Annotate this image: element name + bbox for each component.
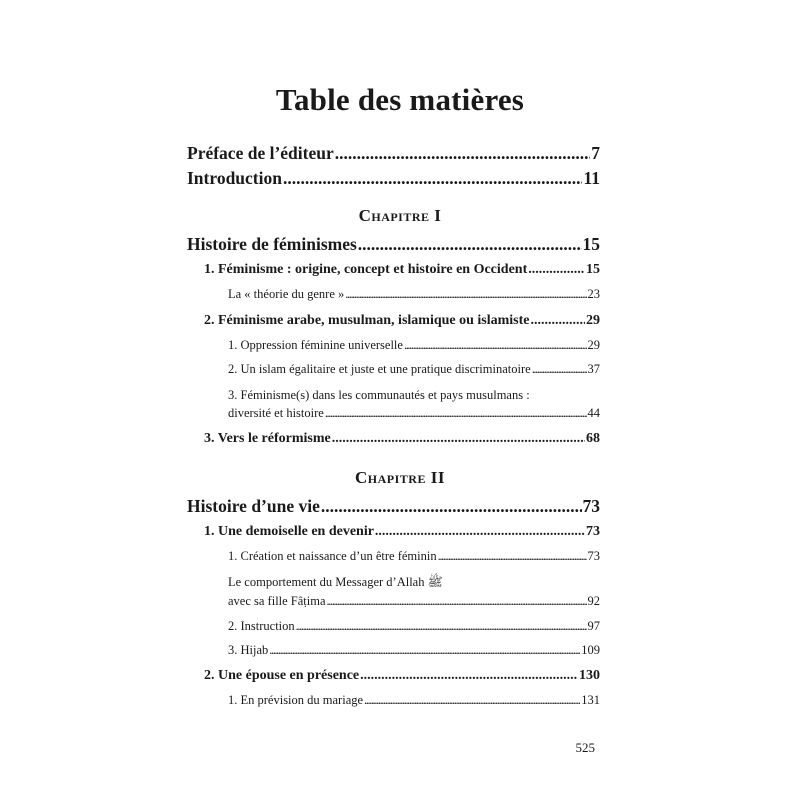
page-title: Table des matières xyxy=(275,82,525,117)
toc-entry-page: 131 xyxy=(581,693,600,707)
toc-entry-hijab[interactable] xyxy=(228,643,600,658)
dot-leader xyxy=(531,313,585,329)
toc-entry-comportement[interactable] xyxy=(228,594,600,609)
dot-leader xyxy=(325,406,587,421)
toc-entry-comportement-line1: Le comportement du Messager d’Allah ﷺ xyxy=(228,575,443,589)
toc-entry-page: 73 xyxy=(586,524,600,539)
toc-entry-page: 130 xyxy=(579,668,600,683)
toc-entry-oppression[interactable] xyxy=(228,338,600,353)
toc-entry-title: Histoire de féminismes xyxy=(187,234,357,254)
toc-entry-title: avec sa fille Fâṭima xyxy=(228,594,326,608)
toc-entry-page: 97 xyxy=(587,619,600,633)
toc-entry-page: 109 xyxy=(581,643,600,657)
toc-entry-page: 73 xyxy=(582,496,600,516)
toc-entry-page: 23 xyxy=(587,287,600,301)
dot-leader xyxy=(335,143,591,164)
toc-entry-title: 2. Un islam égalitaire et juste et une pratique discriminatoire xyxy=(228,362,531,376)
dot-leader xyxy=(327,594,587,609)
toc-entry-title: 2. Féminisme arabe, musulman, islamique ou islamiste xyxy=(204,313,530,328)
dot-leader xyxy=(296,619,587,634)
toc-entry-page: 37 xyxy=(587,362,600,376)
toc-entry-title: 1. Oppression féminine universelle xyxy=(228,338,403,352)
dot-leader xyxy=(345,287,586,302)
dot-leader xyxy=(404,338,587,353)
dot-leader xyxy=(358,234,582,255)
toc-entry-page: 68 xyxy=(586,431,600,446)
toc-entry-page: 7 xyxy=(591,143,600,163)
dot-leader xyxy=(269,643,580,658)
chapter-heading-1: Chapitre I xyxy=(358,206,442,225)
toc-entry-epouse[interactable] xyxy=(204,668,600,684)
toc-entry-histoire-feminismes[interactable] xyxy=(187,234,600,255)
toc-entry-title: 1. Une demoiselle en devenir xyxy=(204,524,374,539)
dot-leader xyxy=(528,262,585,278)
toc-entry-introduction[interactable] xyxy=(187,168,600,189)
toc-entry-page: 15 xyxy=(586,262,600,277)
toc-entry-feminismes-communautes-line1: 3. Féminisme(s) dans les communautés et pays musulmans : xyxy=(228,388,530,402)
toc-entry-title: 3. Vers le réformisme xyxy=(204,431,331,446)
toc-entry-page: 92 xyxy=(587,594,600,608)
toc-entry-title: diversité et histoire xyxy=(228,406,324,420)
toc-entry-page: 11 xyxy=(583,168,600,188)
toc-entry-theorie-genre[interactable] xyxy=(228,287,600,302)
dot-leader xyxy=(283,168,582,189)
chapter-heading-2: Chapitre II xyxy=(355,468,445,487)
toc-entry-title: La « théorie du genre » xyxy=(228,287,345,301)
toc-entry-feminismes-communautes[interactable] xyxy=(228,406,600,421)
toc-entry-creation-naissance[interactable] xyxy=(228,549,600,564)
dot-leader xyxy=(532,362,587,377)
toc-entry-title: 1. Création et naissance d’un être féminin xyxy=(228,549,437,563)
toc-entry-page: 44 xyxy=(587,406,600,420)
toc-entry-feminisme-arabe[interactable] xyxy=(204,313,600,329)
dot-leader xyxy=(321,496,582,517)
toc-entry-preface[interactable] xyxy=(187,143,600,164)
toc-entry-title: 2. Instruction xyxy=(228,619,295,633)
toc-entry-prevision-mariage[interactable] xyxy=(228,693,600,708)
toc-entry-title: 2. Une épouse en présence xyxy=(204,668,360,683)
toc-entry-page: 29 xyxy=(586,313,600,328)
toc-entry-title: Histoire d’une vie xyxy=(187,496,320,516)
toc-entry-page: 15 xyxy=(582,234,600,254)
toc-entry-demoiselle[interactable] xyxy=(204,524,600,540)
toc-entry-reformisme[interactable] xyxy=(204,431,600,447)
toc-entry-title: Introduction xyxy=(187,168,282,188)
toc-entry-islam-egalitaire[interactable] xyxy=(228,362,600,377)
toc-entry-page: 29 xyxy=(587,338,600,352)
dot-leader xyxy=(360,668,578,684)
dot-leader xyxy=(364,693,580,708)
page-number: 525 xyxy=(575,740,595,755)
toc-entry-title: 3. Hijab xyxy=(228,643,269,657)
dot-leader xyxy=(438,549,587,564)
toc-entry-title: 1. Féminisme : origine, concept et histoire en Occident xyxy=(204,262,528,277)
toc-entry-feminisme-origine[interactable] xyxy=(204,262,600,278)
toc-entry-histoire-vie[interactable] xyxy=(187,496,600,517)
toc-entry-page: 73 xyxy=(587,549,600,563)
dot-leader xyxy=(375,524,585,540)
toc-entry-title: Préface de l’éditeur xyxy=(187,143,334,163)
dot-leader xyxy=(332,431,585,447)
toc-entry-instruction[interactable] xyxy=(228,619,600,634)
toc-entry-title: 1. En prévision du mariage xyxy=(228,693,364,707)
